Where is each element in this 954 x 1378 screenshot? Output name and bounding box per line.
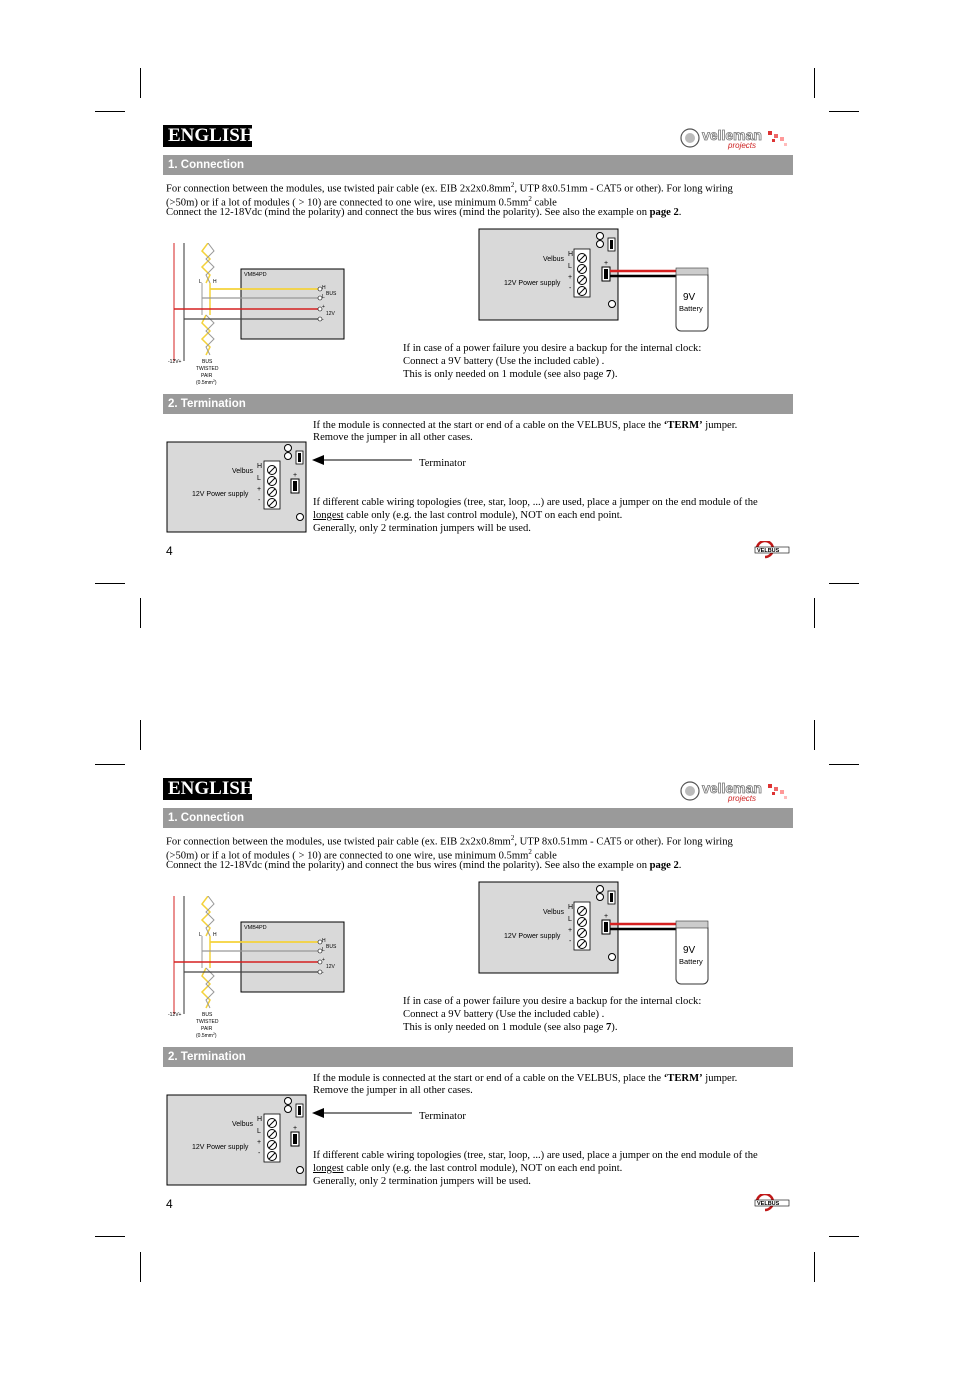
termination-text-line2: Remove the jumper in all other cases.	[313, 432, 473, 443]
svg-text:L: L	[257, 475, 261, 482]
svg-text:(0.5mm2): $(0.5mm^2)$	[196, 1032, 217, 1039]
backup-text-line2: Connect a 9V battery (Use the included cable) .	[403, 356, 605, 367]
svg-text:+: +	[604, 913, 609, 920]
svg-text:+: +	[257, 486, 262, 493]
svg-text:H: H	[257, 463, 263, 470]
language-label: ENGLISH	[163, 125, 252, 147]
velbus-logo	[751, 1194, 791, 1212]
backup-text-line3: This is only needed on 1 module (see also page 7).	[403, 369, 618, 380]
termination-text-line1: If the module is connected at the start or end of a cable on the VELBUS, place the ‘TERM’ jumper.	[313, 1073, 738, 1084]
svg-text:H: H	[568, 251, 574, 258]
svg-text:H: H	[257, 1116, 263, 1123]
svg-text:VMB4PD: VMB4PD	[244, 925, 267, 931]
connection-text-line1: For connection between the modules, use twisted pair cable (ex. EIB $2x2x0.8mm^2$, UTP 8x0.51mm - CAT5 or other). For long wiring	[166, 834, 733, 848]
svg-text:+: +	[604, 260, 609, 267]
svg-text:projects: projects	[728, 141, 757, 150]
termination-text-line4: longest cable only (e.g. the last control module), NOT on each end point.	[313, 1163, 623, 1174]
svg-text:PAIR: PAIR	[201, 373, 213, 379]
svg-text:L: L	[322, 294, 325, 300]
svg-text:TWISTED: TWISTED	[196, 1019, 219, 1025]
svg-text:TWISTED: TWISTED	[196, 366, 219, 372]
svg-text:H: H	[568, 904, 574, 911]
svg-text:Battery: Battery	[679, 957, 703, 966]
svg-text:Battery: Battery	[679, 304, 703, 313]
svg-text:PAIR: PAIR	[201, 1026, 213, 1032]
svg-text:H: H	[322, 938, 326, 944]
svg-text:H: H	[213, 279, 217, 285]
velbus-logo	[751, 541, 791, 559]
backup-text-line1: If in case of a power failure you desire a backup for the internal clock:	[403, 343, 702, 354]
section-termination-heading: 2. Termination	[163, 1047, 793, 1067]
svg-text:12V: 12V	[326, 964, 335, 970]
termination-text-line4: longest cable only (e.g. the last control module), NOT on each end point.	[313, 510, 623, 521]
backup-text-line3: This is only needed on 1 module (see also page 7).	[403, 1022, 618, 1033]
page-number: 4	[166, 1197, 173, 1211]
termination-text-line1: If the module is connected at the start or end of a cable on the VELBUS, place the ‘TERM’ jumper.	[313, 420, 738, 431]
svg-text:VELBUS: VELBUS	[757, 1201, 780, 1207]
velleman-logo	[680, 778, 792, 804]
svg-text:-: -	[258, 1150, 261, 1157]
page-number: 4	[166, 544, 173, 558]
velleman-logo	[680, 125, 792, 151]
wiring-diagram	[166, 243, 351, 393]
svg-text:-12V+: -12V+	[168, 359, 182, 365]
svg-text:+: +	[568, 927, 573, 934]
svg-text:-: -	[569, 938, 572, 945]
language-label: ENGLISH	[163, 778, 252, 800]
termination-text-line3: If different cable wiring topologies (tree, star, loop, ...) are used, place a jumper on the end module of the	[313, 497, 758, 508]
svg-text:+: +	[322, 957, 325, 963]
svg-text:BUS: BUS	[202, 359, 213, 365]
termination-diagram	[166, 441, 308, 534]
svg-text:velleman: velleman	[702, 780, 762, 796]
battery-diagram	[478, 881, 718, 991]
connection-text-line1: For connection between the modules, use twisted pair cable (ex. EIB $2x2x0.8mm^2$, UTP 8x0.51mm - CAT5 or other). For long wiring	[166, 181, 733, 195]
svg-text:L: L	[199, 279, 202, 285]
section-connection-heading: 1. Connection	[163, 155, 793, 175]
backup-text-line2: Connect a 9V battery (Use the included cable) .	[403, 1009, 605, 1020]
svg-text:Velbus: Velbus	[543, 909, 565, 916]
manual-page-bottom	[0, 778, 954, 1378]
connection-text-line3: Connect the 12-18Vdc (mind the polarity) and connect the bus wires (mind the polarity). See also the example on page 2.	[166, 207, 682, 218]
terminator-label: Terminator	[419, 458, 466, 469]
section-termination-heading: 2. Termination	[163, 394, 793, 414]
svg-text:L: L	[257, 1128, 261, 1135]
wiring-diagram	[166, 896, 351, 1046]
svg-text:12V Power supply: 12V Power supply	[504, 280, 561, 287]
connection-text-line3: Connect the 12-18Vdc (mind the polarity) and connect the bus wires (mind the polarity). See also the example on page 2.	[166, 860, 682, 871]
svg-text:-: -	[322, 317, 324, 323]
termination-text-line2: Remove the jumper in all other cases.	[313, 1085, 473, 1096]
svg-text:+: +	[293, 472, 298, 479]
svg-text:12V Power supply: 12V Power supply	[504, 933, 561, 940]
svg-text:H: H	[322, 285, 326, 291]
svg-text:L: L	[322, 947, 325, 953]
svg-text:+: +	[257, 1139, 262, 1146]
svg-text:L: L	[568, 263, 572, 270]
svg-text:-: -	[569, 285, 572, 292]
svg-text:+: +	[322, 304, 325, 310]
connection-text-line2: (>50m) or if a lot of modules ( > 10) are connected to one wire, use minimum $0.5mm^2$ cable	[166, 848, 557, 862]
svg-text:9V: 9V	[683, 292, 696, 303]
svg-text:9V: 9V	[683, 945, 696, 956]
backup-text-line1: If in case of a power failure you desire a backup for the internal clock:	[403, 996, 702, 1007]
svg-text:(0.5mm2): $(0.5mm^2)$	[196, 379, 217, 386]
terminator-arrow	[312, 454, 414, 466]
svg-text:-12V+: -12V+	[168, 1012, 182, 1018]
svg-text:L: L	[199, 932, 202, 938]
svg-text:12V Power supply: 12V Power supply	[192, 1144, 249, 1151]
svg-text:VELBUS: VELBUS	[757, 548, 780, 554]
svg-text:L: L	[568, 916, 572, 923]
svg-text:+: +	[293, 1125, 298, 1132]
svg-text:12V Power supply: 12V Power supply	[192, 491, 249, 498]
section-connection-heading: 1. Connection	[163, 808, 793, 828]
termination-text-line5: Generally, only 2 termination jumpers will be used.	[313, 1176, 531, 1187]
svg-text:12V: 12V	[326, 311, 335, 317]
termination-diagram	[166, 1094, 308, 1187]
svg-text:H: H	[213, 932, 217, 938]
svg-text:+: +	[568, 274, 573, 281]
svg-text:BUS: BUS	[202, 1012, 213, 1018]
svg-text:Velbus: Velbus	[232, 468, 254, 475]
battery-diagram	[478, 228, 718, 338]
svg-text:VMB4PD: VMB4PD	[244, 272, 267, 278]
svg-text:-: -	[258, 497, 261, 504]
svg-text:velleman: velleman	[702, 127, 762, 143]
svg-text:BUS: BUS	[326, 291, 337, 297]
svg-text:Velbus: Velbus	[543, 256, 565, 263]
terminator-label: Terminator	[419, 1111, 466, 1122]
termination-text-line5: Generally, only 2 termination jumpers will be used.	[313, 523, 531, 534]
svg-text:projects: projects	[728, 794, 757, 803]
svg-text:BUS: BUS	[326, 944, 337, 950]
termination-text-line3: If different cable wiring topologies (tree, star, loop, ...) are used, place a jumper on the end module of the	[313, 1150, 758, 1161]
svg-text:Velbus: Velbus	[232, 1121, 254, 1128]
svg-text:-: -	[322, 970, 324, 976]
terminator-arrow	[312, 1107, 414, 1119]
manual-page-top	[0, 125, 954, 725]
connection-text-line2: (>50m) or if a lot of modules ( > 10) are connected to one wire, use minimum $0.5mm^2$ cable	[166, 195, 557, 209]
